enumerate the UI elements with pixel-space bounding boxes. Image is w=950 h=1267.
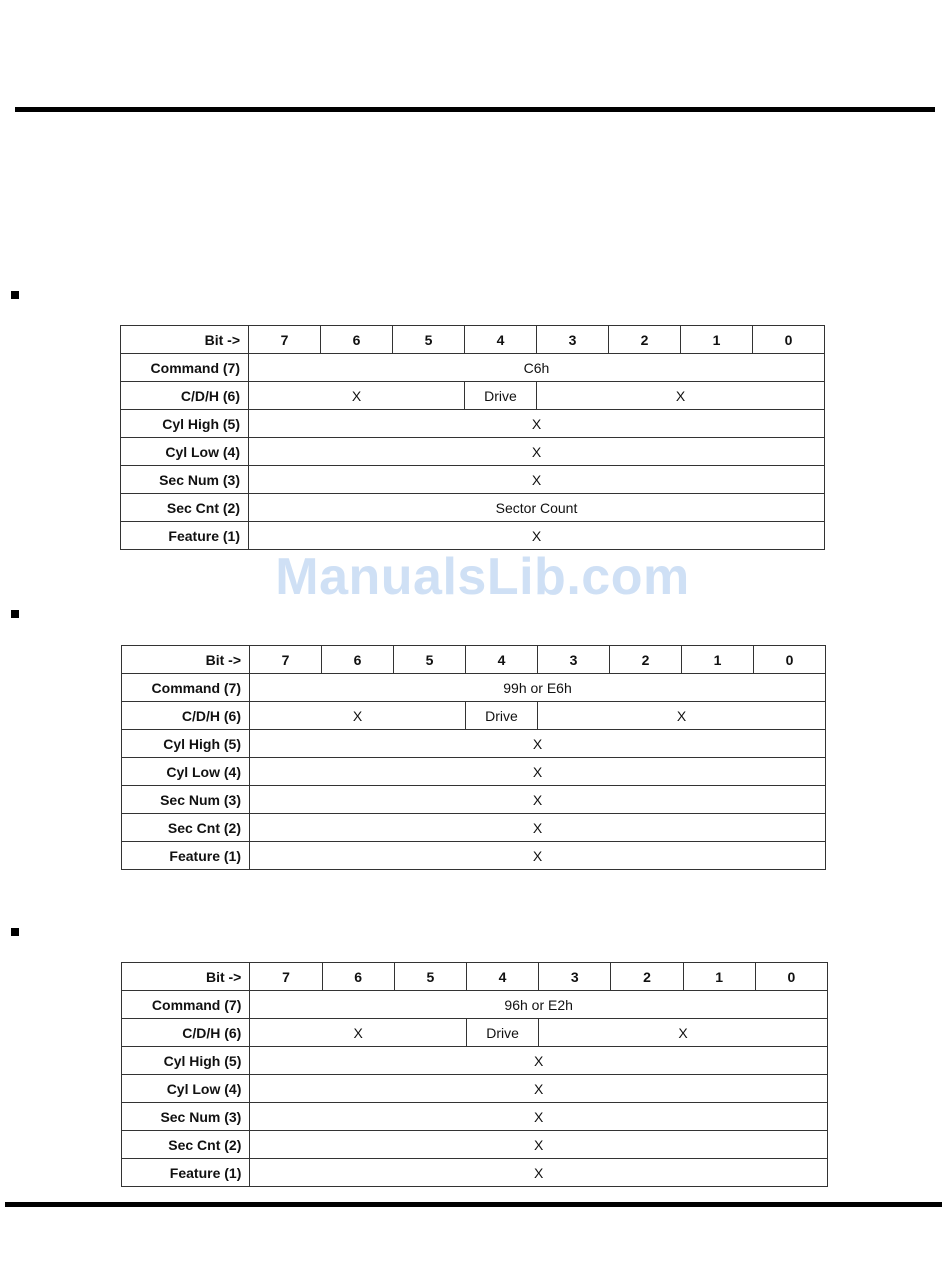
bit-4: 4 — [466, 963, 538, 991]
row-value: X — [249, 466, 825, 494]
table-row — [122, 702, 826, 730]
row-label: Feature (1) — [122, 1159, 250, 1187]
table-row — [121, 382, 825, 410]
bit-1: 1 — [682, 646, 754, 674]
register-table-3 — [121, 962, 828, 1187]
table-row — [122, 842, 826, 870]
row-label: Cyl Low (4) — [122, 758, 250, 786]
row-value: X — [250, 1075, 828, 1103]
table-row — [121, 438, 825, 466]
bit-header-row — [122, 963, 828, 991]
bullet-icon — [11, 291, 19, 299]
bit-5: 5 — [393, 326, 465, 354]
bit-1: 1 — [683, 963, 755, 991]
table-row — [122, 786, 826, 814]
table-row — [122, 674, 826, 702]
row-value: X — [249, 522, 825, 550]
row-label: Feature (1) — [122, 842, 250, 870]
table-row — [121, 466, 825, 494]
bullet-icon — [11, 610, 19, 618]
top-rule — [15, 107, 935, 112]
row-label: Sec Num (3) — [122, 1103, 250, 1131]
row-value: X — [250, 1103, 828, 1131]
bit-3: 3 — [539, 963, 611, 991]
register-table-2 — [121, 645, 826, 870]
table-row — [122, 1047, 828, 1075]
row-value: X — [249, 382, 465, 410]
table-row — [121, 354, 825, 382]
bit-2: 2 — [611, 963, 683, 991]
row-value: X — [250, 1131, 828, 1159]
drive-cell: Drive — [466, 1019, 538, 1047]
row-label: Sec Num (3) — [122, 786, 250, 814]
row-value: X — [250, 730, 826, 758]
bullet-icon — [11, 928, 19, 936]
row-label: Cyl Low (4) — [121, 438, 249, 466]
bit-header-row — [121, 326, 825, 354]
row-value: C6h — [249, 354, 825, 382]
table-row — [122, 1159, 828, 1187]
bit-4: 4 — [465, 326, 537, 354]
bit-6: 6 — [321, 326, 393, 354]
row-label: C/D/H (6) — [122, 702, 250, 730]
table-row — [121, 410, 825, 438]
bit-7: 7 — [250, 646, 322, 674]
drive-cell: Drive — [465, 382, 537, 410]
bit-2: 2 — [609, 326, 681, 354]
row-label: Sec Cnt (2) — [122, 1131, 250, 1159]
bit-3: 3 — [537, 326, 609, 354]
table-row — [122, 758, 826, 786]
row-value: X — [249, 410, 825, 438]
row-value: X — [538, 702, 826, 730]
table-row — [122, 991, 828, 1019]
row-value: X — [537, 382, 825, 410]
bit-7: 7 — [249, 326, 321, 354]
bit-6: 6 — [322, 646, 394, 674]
table-row — [122, 1075, 828, 1103]
table-row — [122, 1103, 828, 1131]
bit-header-label: Bit -> — [122, 963, 250, 991]
bit-header-label: Bit -> — [122, 646, 250, 674]
row-label: Command (7) — [121, 354, 249, 382]
bit-7: 7 — [250, 963, 322, 991]
bit-0: 0 — [753, 326, 825, 354]
bit-5: 5 — [394, 646, 466, 674]
row-value: X — [250, 842, 826, 870]
row-label: Command (7) — [122, 991, 250, 1019]
row-value: X — [539, 1019, 828, 1047]
table-row — [121, 522, 825, 550]
row-value: X — [250, 786, 826, 814]
bit-0: 0 — [754, 646, 826, 674]
bit-2: 2 — [610, 646, 682, 674]
row-value: X — [250, 702, 466, 730]
bit-3: 3 — [538, 646, 610, 674]
bit-1: 1 — [681, 326, 753, 354]
bit-6: 6 — [322, 963, 394, 991]
row-label: C/D/H (6) — [121, 382, 249, 410]
row-value: X — [250, 1047, 828, 1075]
row-label: C/D/H (6) — [122, 1019, 250, 1047]
table-row — [122, 814, 826, 842]
table-row — [122, 1019, 828, 1047]
row-label: Command (7) — [122, 674, 250, 702]
row-value: X — [250, 1159, 828, 1187]
bit-5: 5 — [394, 963, 466, 991]
watermark: ManualsLib.com — [275, 548, 690, 606]
row-value: 96h or E2h — [250, 991, 828, 1019]
row-value: X — [250, 758, 826, 786]
row-label: Feature (1) — [121, 522, 249, 550]
row-label: Cyl High (5) — [121, 410, 249, 438]
row-label: Cyl Low (4) — [122, 1075, 250, 1103]
drive-cell: Drive — [466, 702, 538, 730]
row-label: Cyl High (5) — [122, 730, 250, 758]
table-row — [121, 494, 825, 522]
bit-0: 0 — [755, 963, 827, 991]
register-table-1 — [120, 325, 825, 550]
row-value: X — [249, 438, 825, 466]
table-row — [122, 730, 826, 758]
row-value: Sector Count — [249, 494, 825, 522]
row-label: Cyl High (5) — [122, 1047, 250, 1075]
row-value: X — [250, 814, 826, 842]
row-label: Sec Cnt (2) — [121, 494, 249, 522]
row-label: Sec Num (3) — [121, 466, 249, 494]
row-label: Sec Cnt (2) — [122, 814, 250, 842]
bit-header-row — [122, 646, 826, 674]
row-value: X — [250, 1019, 467, 1047]
bit-header-label: Bit -> — [121, 326, 249, 354]
bottom-rule — [5, 1202, 942, 1207]
row-value: 99h or E6h — [250, 674, 826, 702]
table-row — [122, 1131, 828, 1159]
bit-4: 4 — [466, 646, 538, 674]
